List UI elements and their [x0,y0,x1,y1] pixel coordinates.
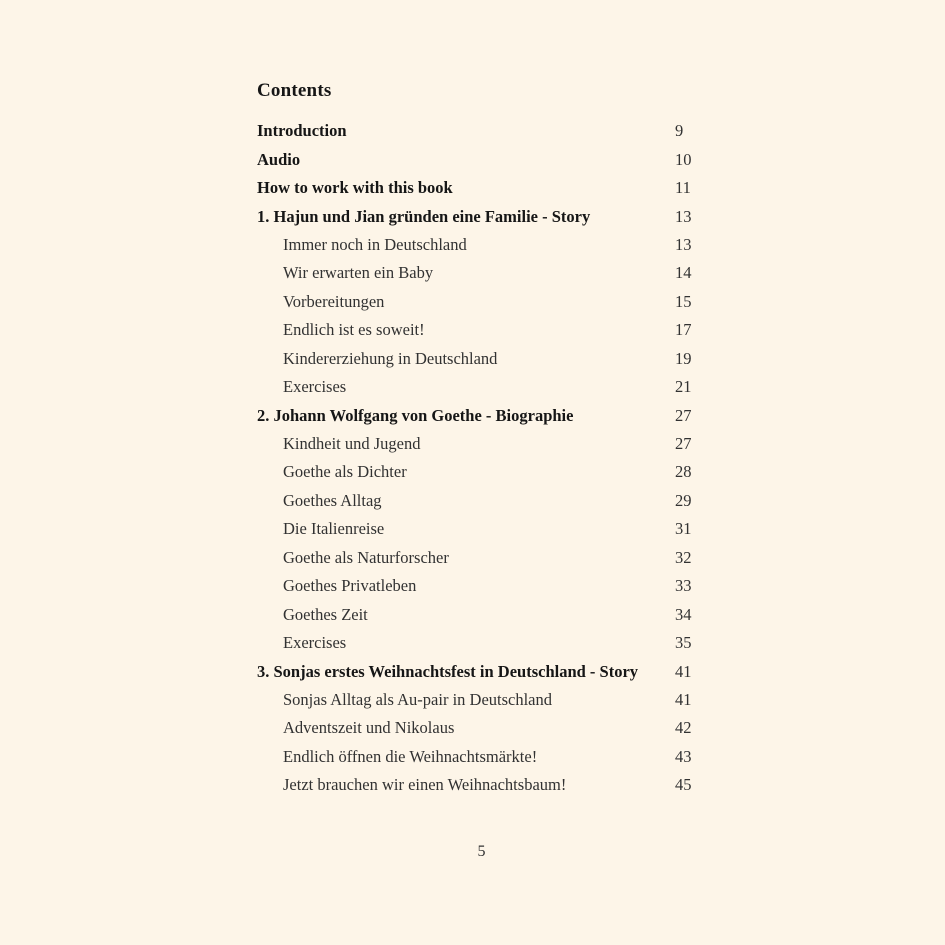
toc-entry-label: Goethe als Dichter [283,462,407,482]
toc-entry-page: 13 [675,206,692,226]
toc-entry [257,657,691,685]
toc-entry-label: Exercises [283,377,347,397]
toc-entry [257,117,691,145]
toc-entry-page: 14 [675,263,692,283]
toc-entry-page: 34 [675,604,692,624]
toc-entry-label: Sonjas Alltag als Au-pair in Deutschland [283,689,553,709]
toc-entry-label: Vorbereitungen [283,291,385,311]
toc-entry-label: Kindheit und Jugend [283,434,421,454]
toc-entry-page: 10 [675,149,692,169]
toc-entry-page: 17 [675,320,692,340]
toc-entry [257,202,691,230]
toc-entry [257,174,691,202]
toc-entry [257,288,691,316]
toc-entry [257,686,691,714]
toc-entry-label: 1. Hajun und Jian gründen eine Familie - Story [257,206,591,226]
toc-entry [257,345,691,373]
toc-entry-page: 33 [675,576,692,596]
toc-entry [257,231,691,259]
toc-entry [257,771,691,799]
toc-entry [257,572,691,600]
toc-entry-page: 43 [675,746,692,766]
page-title: Contents [257,80,332,101]
toc-entry [257,373,691,401]
toc-entry-label: Kindererziehung in Deutschland [283,348,498,368]
toc-entry-page: 41 [675,661,692,681]
toc-entry-page: 41 [675,689,692,709]
toc-entry-label: Audio [257,149,301,169]
toc-entry-label: Die Italienreise [283,519,385,539]
toc-entry-page: 42 [675,718,692,738]
toc-entry [257,316,691,344]
toc-entry-page: 35 [675,633,692,653]
toc-entry-page: 27 [675,405,692,425]
toc-entry-label: Exercises [283,633,347,653]
toc-entry [257,145,691,173]
page-number: 5 [477,843,486,860]
toc-entry-label: Adventszeit und Nikolaus [283,718,455,738]
toc-entry-page: 27 [675,434,692,454]
toc-entry-label: Goethes Privatleben [283,576,417,596]
toc-entry-page: 21 [675,377,692,397]
toc-entry [257,600,691,628]
toc-entry-label: How to work with this book [257,178,453,198]
toc-entry-label: Goethe als Naturforscher [283,547,449,567]
toc-entry [257,401,691,429]
toc-entry-label: Endlich ist es soweit! [283,320,425,340]
toc-entry [257,629,691,657]
toc-entry-label: Wir erwarten ein Baby [283,263,434,283]
toc-entry-page: 32 [675,547,692,567]
toc-entry-page: 45 [675,775,692,795]
toc-entry-label: Introduction [257,121,347,141]
toc-entry-page: 19 [675,348,692,368]
toc-entry [257,487,691,515]
toc-entry-page: 13 [675,234,692,254]
toc-entry-label: 2. Johann Wolfgang von Goethe - Biographie [257,405,574,425]
toc-entry-page: 11 [675,178,691,198]
toc-entry-label: Endlich öffnen die Weihnachtsmärkte! [283,746,538,766]
toc-entry [257,544,691,572]
toc-entry [257,259,691,287]
toc-entry [257,458,691,486]
toc-entry-page: 28 [675,462,692,482]
toc-entry-label: Immer noch in Deutschland [283,234,467,254]
toc-entry-label: Goethes Zeit [283,604,368,624]
toc-entry [257,430,691,458]
toc-entry-label: 3. Sonjas erstes Weihnachtsfest in Deutschland - Story [257,661,639,681]
toc-entry-page: 9 [675,121,684,141]
toc-entry [257,714,691,742]
toc-entry [257,515,691,543]
toc-entry-page: 15 [675,291,692,311]
toc-entry-label: Jetzt brauchen wir einen Weihnachtsbaum! [283,775,567,795]
toc-entry-label: Goethes Alltag [283,490,382,510]
toc-entry-page: 29 [675,490,692,510]
toc-list [257,117,691,800]
toc-entry-page: 31 [675,519,692,539]
toc-entry [257,743,691,771]
